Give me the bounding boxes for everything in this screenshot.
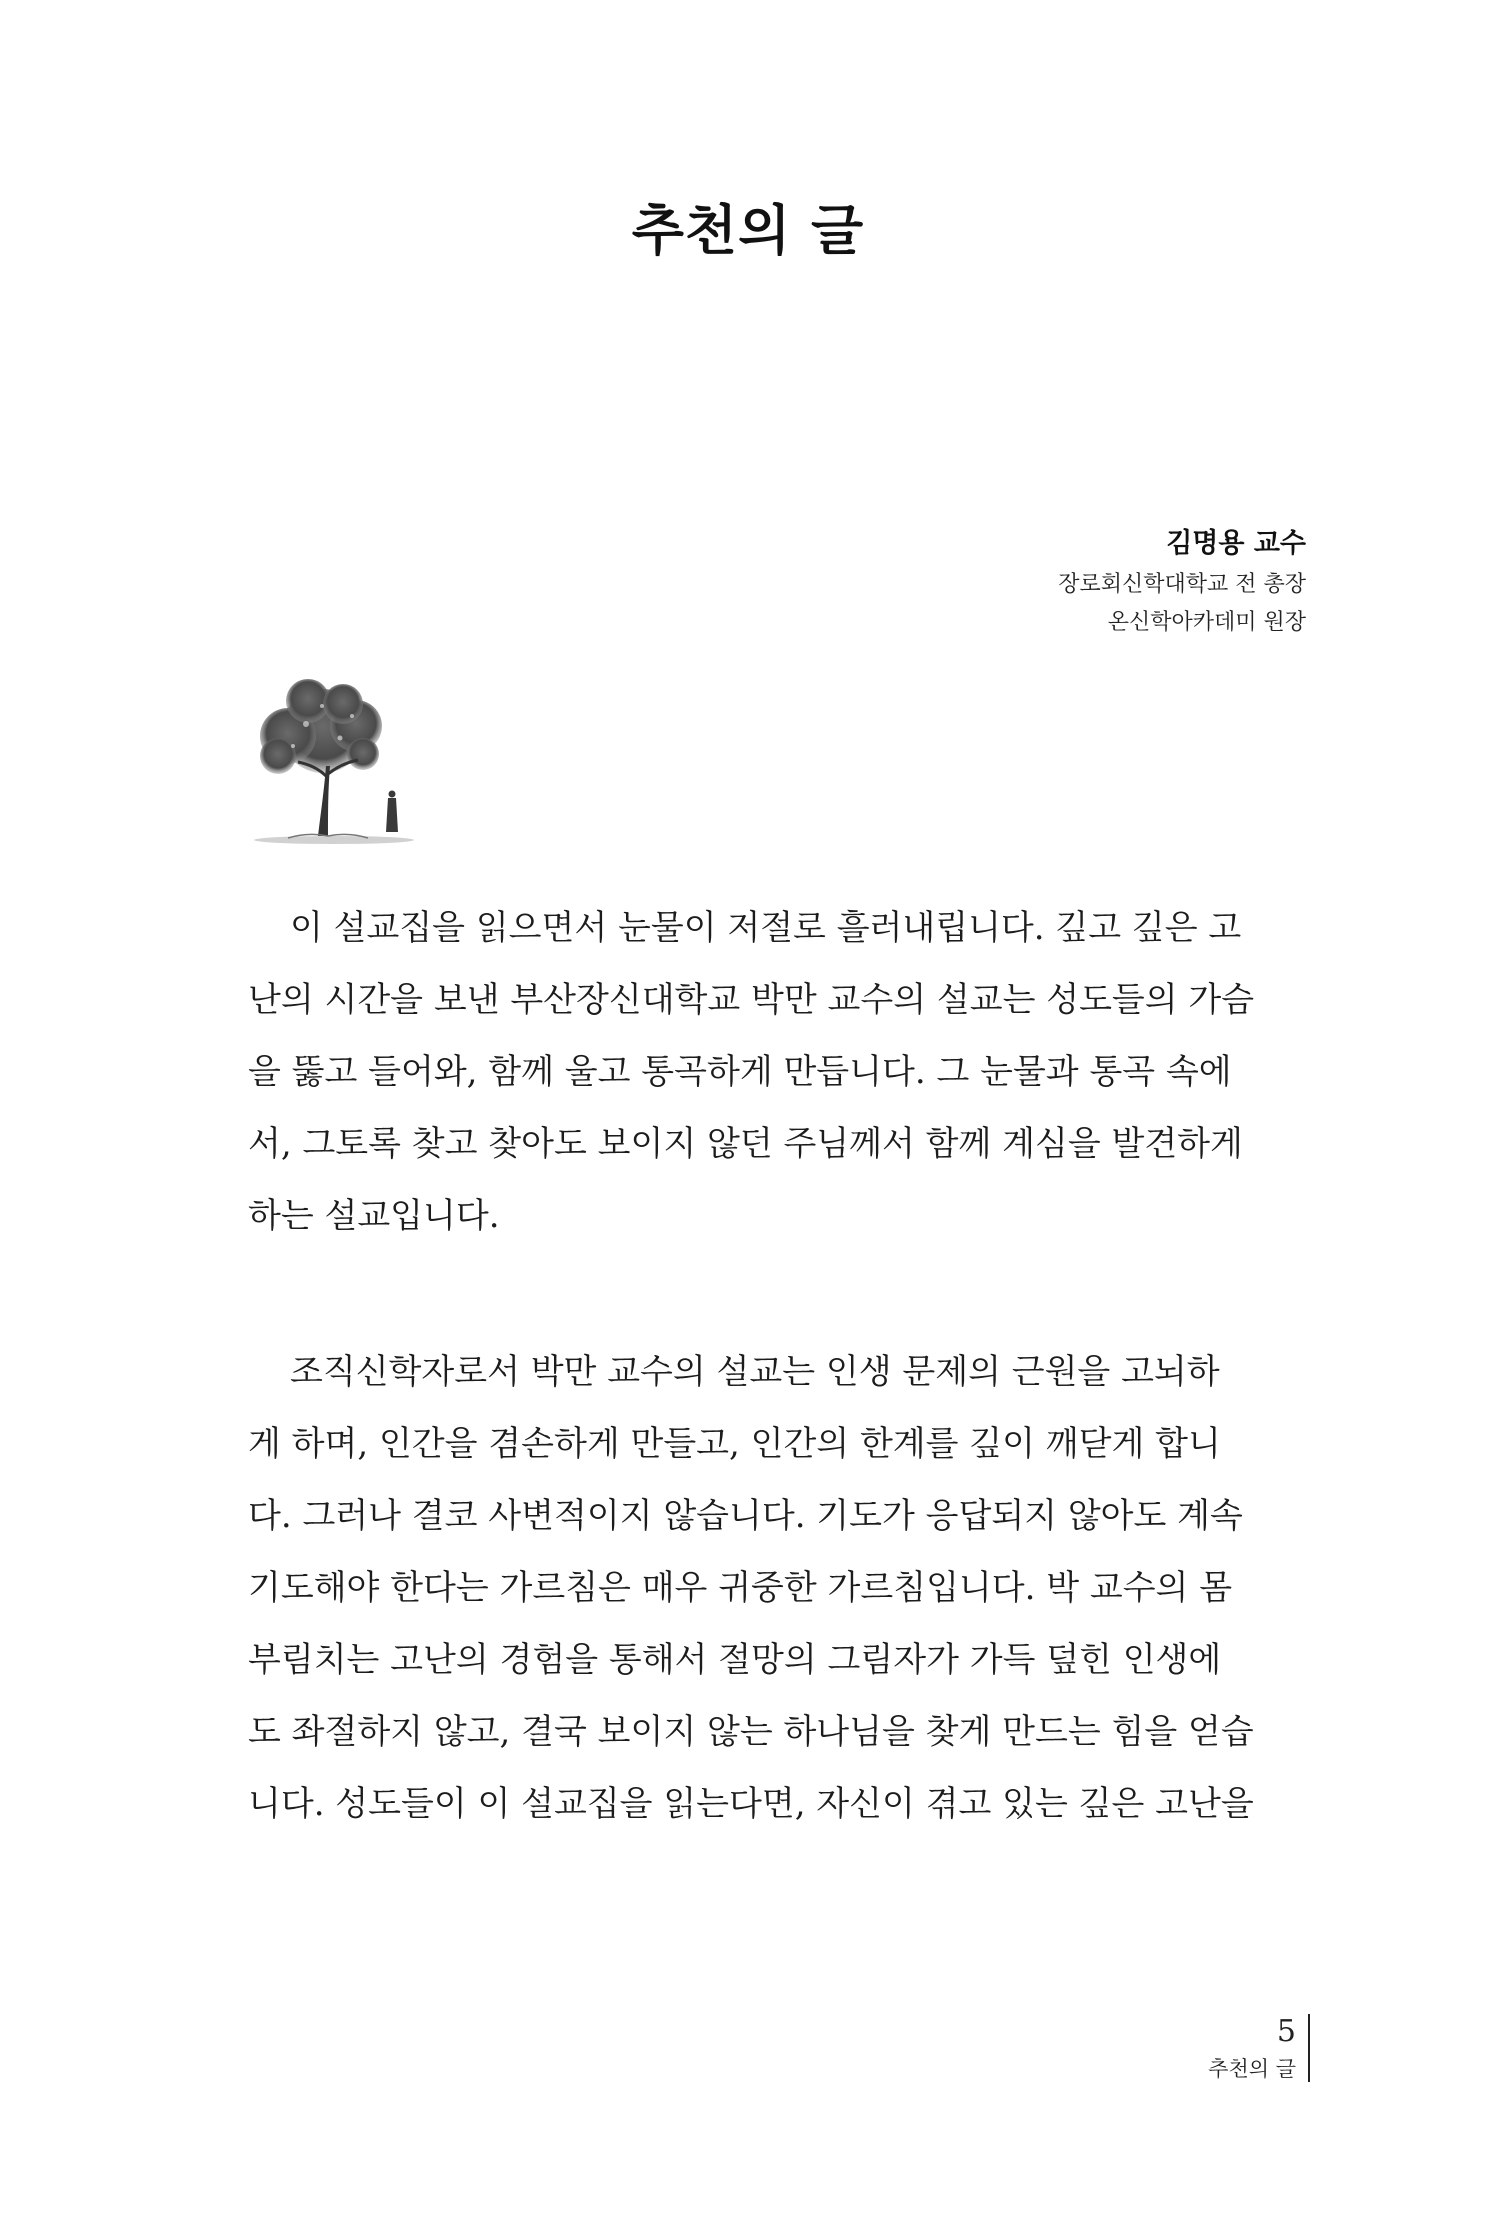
page-number: 5: [1276, 2014, 1296, 2049]
tree-with-figure-icon: [248, 676, 428, 854]
author-role: 장로회신학대학교 전 총장: [1058, 572, 1306, 597]
text-line: 다. 그러나 결코 사변적이지 않습니다. 기도가 응답되지 않아도 계속: [248, 1496, 1243, 1536]
author-block: [1058, 522, 1306, 642]
text-line: 도 좌절하지 않고, 결국 보이지 않는 하나님을 찾게 만드는 힘을 얻습: [248, 1712, 1254, 1752]
text-line: 서, 그토록 찾고 찾아도 보이지 않던 주님께서 함께 계심을 발견하게: [248, 1124, 1243, 1164]
running-title: 추천의 글: [1208, 2057, 1296, 2081]
paragraph: [248, 892, 1308, 1252]
text-line: 이 설교집을 읽으면서 눈물이 저절로 흘러내립니다. 깊고 깊은 고: [290, 908, 1242, 948]
text-line: 난의 시간을 보낸 부산장신대학교 박만 교수의 설교는 성도들의 가슴: [248, 980, 1255, 1020]
text-line: 부림치는 고난의 경험을 통해서 절망의 그림자가 가득 덮힌 인생에: [248, 1640, 1222, 1680]
body-text: [248, 892, 1308, 1840]
author-role: 온신학아카데미 원장: [1107, 610, 1306, 635]
text-line: 기도해야 한다는 가르침은 매우 귀중한 가르침입니다. 박 교수의 몸: [248, 1568, 1233, 1608]
text-line: 하는 설교입니다.: [248, 1196, 500, 1236]
footer-divider: [1308, 2014, 1310, 2082]
paragraph: [248, 1336, 1308, 1840]
text-line: 니다. 성도들이 이 설교집을 읽는다면, 자신이 겪고 있는 깊은 고난을: [248, 1784, 1254, 1824]
text-line: 을 뚫고 들어와, 함께 울고 통곡하게 만듭니다. 그 눈물과 통곡 속에: [248, 1052, 1232, 1092]
page-title: 추천의 글: [631, 199, 865, 262]
author-name: 김명용 교수: [1166, 528, 1306, 559]
text-line: 게 하며, 인간을 겸손하게 만들고, 인간의 한계를 깊이 깨닫게 합니: [248, 1424, 1221, 1464]
running-footer: [1208, 2012, 1296, 2086]
text-line: 조직신학자로서 박만 교수의 설교는 인생 문제의 근원을 고뇌하: [290, 1352, 1220, 1392]
